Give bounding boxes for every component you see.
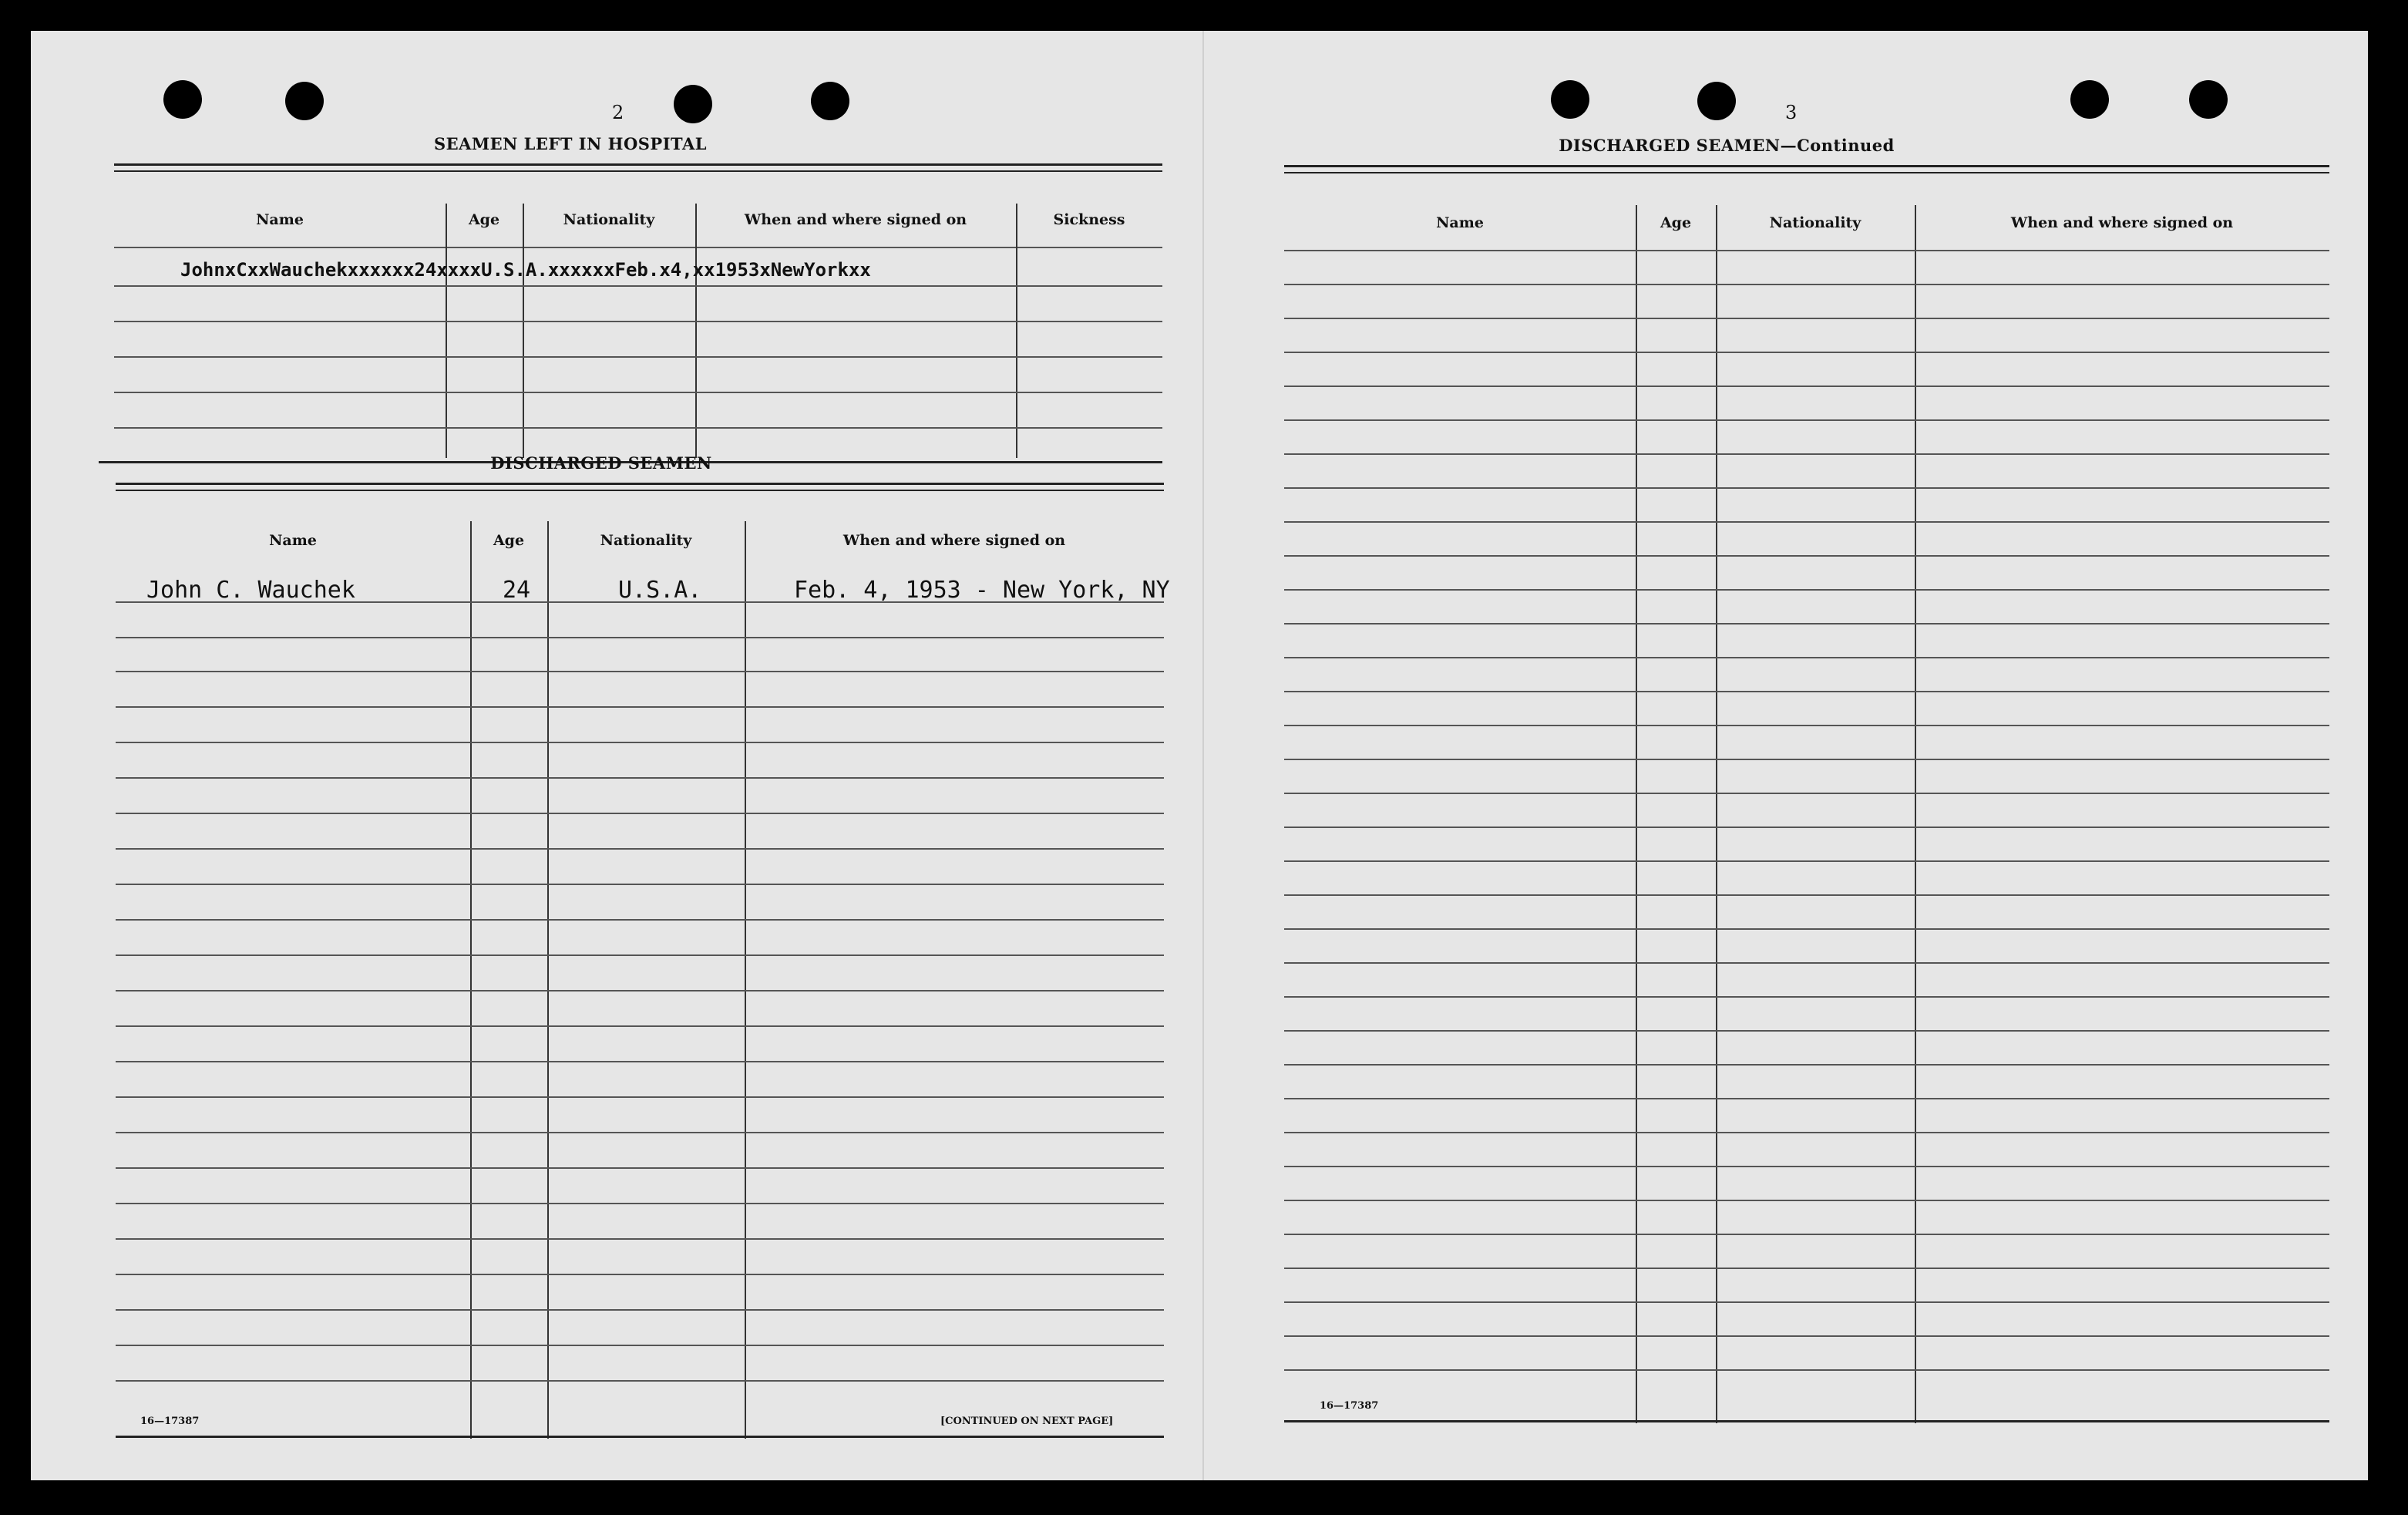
discharged-age: 24	[503, 577, 531, 604]
punch-hole	[1551, 80, 1589, 119]
row-rule	[1284, 487, 2329, 489]
row-rule	[114, 356, 1162, 358]
right-section-title: DISCHARGED SEAMEN—Continued	[1559, 136, 1895, 155]
row-rule	[114, 285, 1162, 287]
row-rule	[1284, 928, 2329, 930]
table-top-rule	[114, 163, 1162, 172]
discharged-table	[116, 483, 1170, 1443]
row-rule	[1284, 962, 2329, 964]
table-bottom-rule	[116, 1436, 1164, 1438]
row-rule	[116, 1309, 1164, 1311]
col-divider	[470, 521, 472, 1439]
row-rule	[1284, 419, 2329, 421]
row-rule	[1284, 589, 2329, 591]
row-rule	[1284, 453, 2329, 455]
row-rule	[116, 919, 1164, 921]
row-rule	[116, 1203, 1164, 1204]
row-rule	[116, 777, 1164, 779]
row-rule	[1284, 996, 2329, 998]
row-rule	[1284, 250, 2329, 251]
discharged-signed-on: Feb. 4, 1953 - New York, NY	[794, 577, 1170, 604]
col-header-age: Age	[468, 211, 500, 228]
row-rule	[1284, 352, 2329, 353]
discharged-continued-table	[1284, 165, 2329, 1429]
row-rule	[116, 1380, 1164, 1382]
discharged-name: John C. Wauchek	[146, 577, 355, 604]
row-rule	[116, 637, 1164, 638]
table-top-rule	[116, 483, 1164, 491]
row-rule	[116, 1061, 1164, 1062]
col-divider	[523, 204, 524, 458]
col-header-nationality: Nationality	[563, 211, 655, 228]
row-rule	[116, 1096, 1164, 1098]
punch-hole	[2070, 80, 2109, 119]
col-divider	[547, 521, 549, 1439]
row-rule	[1284, 1166, 2329, 1167]
row-rule	[116, 954, 1164, 956]
page-number-left: 2	[612, 102, 624, 123]
punch-hole	[163, 80, 202, 119]
page-number-right: 3	[1785, 102, 1798, 123]
form-number-right: 16—17387	[1320, 1400, 1379, 1412]
row-rule	[1284, 1098, 2329, 1099]
form-number-left: 16—17387	[140, 1416, 200, 1427]
row-rule	[1284, 623, 2329, 625]
punch-hole	[2189, 80, 2228, 119]
discharged-section-title: DISCHARGED SEAMEN	[490, 453, 712, 473]
row-rule	[1284, 725, 2329, 726]
struck-entry: JohnxCxxWauchekxxxxxx24xxxxU.S.A.xxxxxxFeb.x4,xx1953xNewYorkxx	[180, 259, 871, 281]
col-header-signed-on: When and where signed on	[744, 211, 967, 228]
row-rule	[1284, 1335, 2329, 1337]
row-rule	[1284, 1064, 2329, 1066]
row-rule	[116, 848, 1164, 850]
col-divider	[1016, 204, 1017, 458]
row-rule	[1284, 385, 2329, 387]
row-rule	[1284, 793, 2329, 794]
hospital-section-title: SEAMEN LEFT IN HOSPITAL	[433, 134, 708, 153]
row-rule	[1284, 318, 2329, 319]
col-header-age: Age	[493, 532, 525, 549]
col-header-nationality: Nationality	[600, 532, 692, 549]
row-rule	[1284, 759, 2329, 760]
continued-note: [CONTINUED ON NEXT PAGE]	[940, 1416, 1114, 1427]
document-sheet	[31, 31, 2368, 1480]
col-header-signed-on: When and where signed on	[842, 532, 1066, 549]
row-rule	[1284, 860, 2329, 862]
table-bottom-rule	[1284, 1420, 2329, 1422]
col-divider	[695, 204, 697, 458]
row-rule	[114, 427, 1162, 429]
punch-hole	[1697, 82, 1736, 120]
row-rule	[116, 813, 1164, 814]
row-rule	[114, 321, 1162, 322]
row-rule	[116, 990, 1164, 991]
page-fold	[1202, 31, 1204, 1480]
row-rule	[1284, 1301, 2329, 1303]
header-rule	[114, 247, 1162, 248]
row-rule	[116, 1345, 1164, 1346]
col-divider	[1636, 205, 1637, 1423]
col-divider	[1716, 205, 1717, 1423]
row-rule	[116, 1167, 1164, 1169]
col-header-name: Name	[1436, 214, 1484, 231]
col-header-sickness: Sickness	[1053, 211, 1125, 228]
row-rule	[116, 706, 1164, 708]
punch-hole	[674, 85, 712, 123]
col-header-signed-on: When and where signed on	[2010, 214, 2234, 231]
row-rule	[1284, 1132, 2329, 1133]
hospital-table	[114, 163, 1162, 466]
row-rule	[1284, 1200, 2329, 1201]
table-top-rule	[1284, 165, 2329, 173]
row-rule	[1284, 1369, 2329, 1371]
row-rule	[1284, 555, 2329, 557]
col-header-nationality: Nationality	[1769, 214, 1861, 231]
row-rule	[116, 1132, 1164, 1133]
row-rule	[1284, 691, 2329, 692]
col-header-name: Name	[269, 532, 317, 549]
punch-hole	[285, 82, 324, 120]
row-rule	[116, 1025, 1164, 1027]
row-rule	[1284, 1030, 2329, 1032]
row-rule	[116, 671, 1164, 672]
row-rule	[114, 392, 1162, 393]
col-header-name: Name	[256, 211, 304, 228]
row-rule	[116, 742, 1164, 743]
col-divider	[1915, 205, 1916, 1423]
col-divider	[745, 521, 746, 1439]
row-rule	[1284, 1268, 2329, 1269]
row-rule	[116, 884, 1164, 885]
row-rule	[1284, 657, 2329, 658]
row-rule	[116, 1238, 1164, 1240]
col-divider	[446, 204, 447, 458]
row-rule	[1284, 1234, 2329, 1235]
row-rule	[1284, 894, 2329, 896]
punch-hole	[811, 82, 849, 120]
row-rule	[1284, 827, 2329, 828]
row-rule	[1284, 521, 2329, 523]
col-header-age: Age	[1660, 214, 1692, 231]
row-rule	[1284, 284, 2329, 285]
row-rule	[116, 1274, 1164, 1275]
discharged-nationality: U.S.A.	[618, 577, 702, 604]
